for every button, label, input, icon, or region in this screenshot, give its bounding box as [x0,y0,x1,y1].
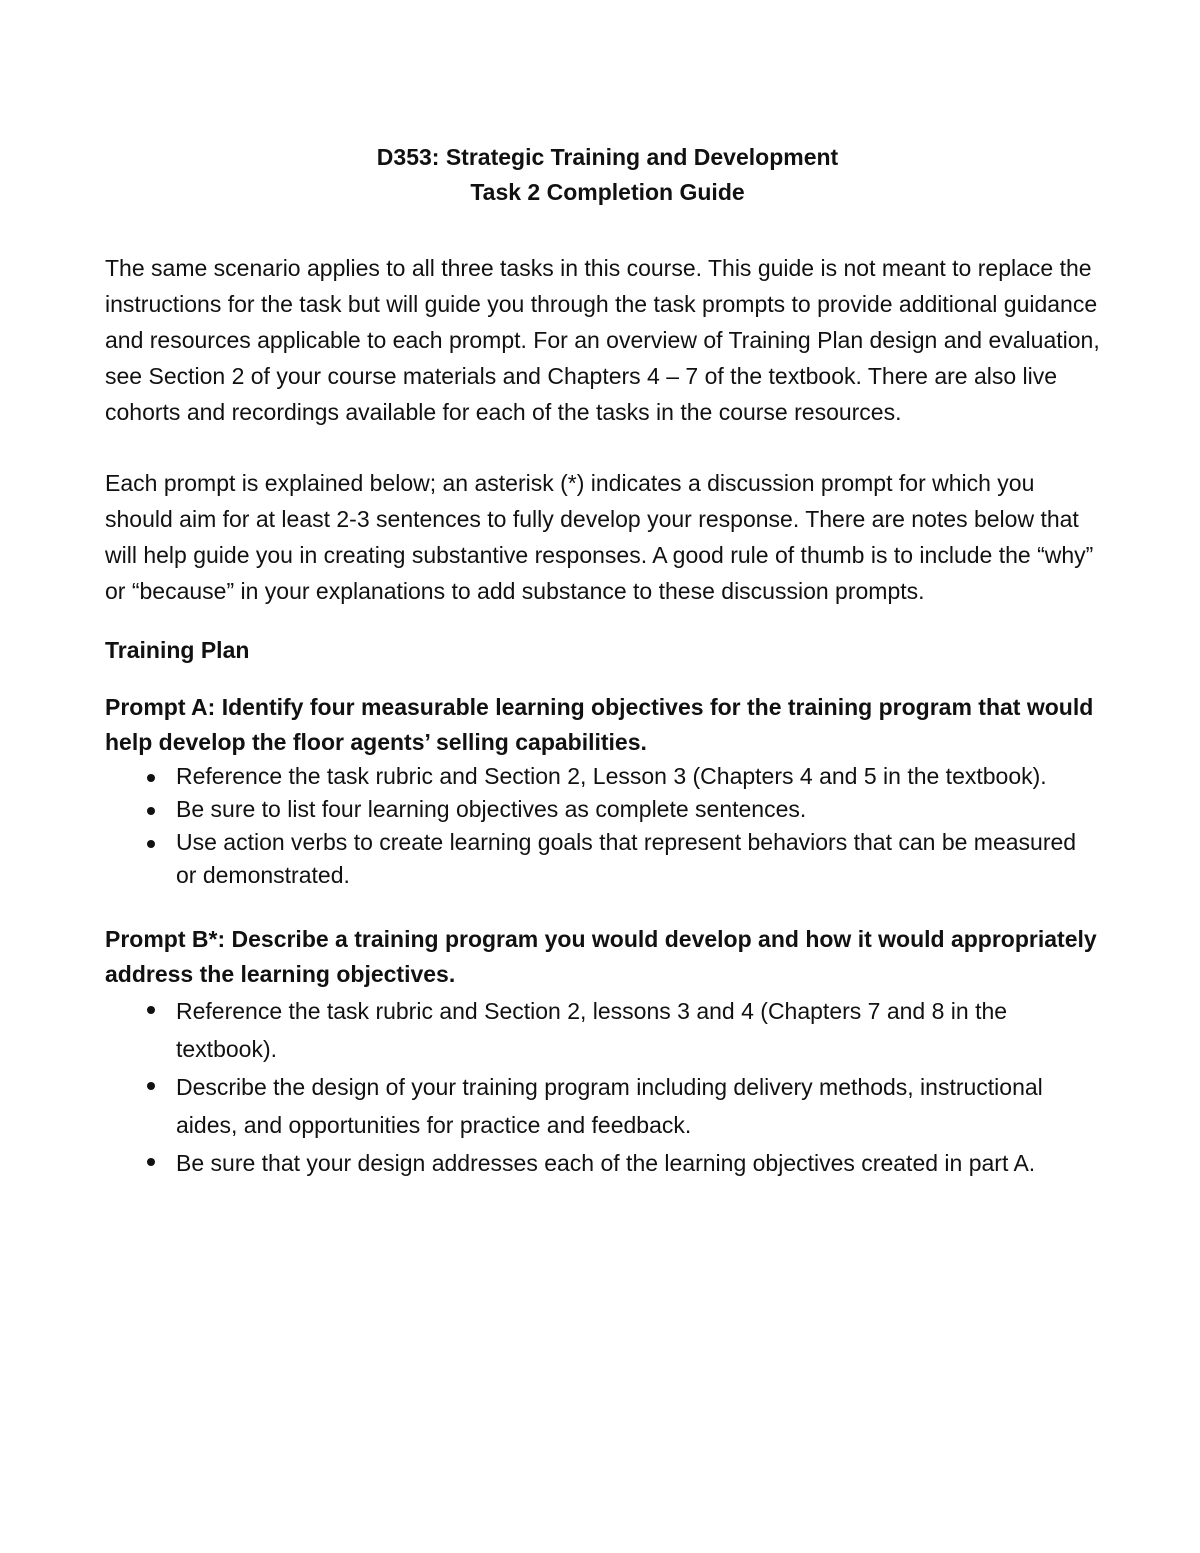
prompt-b-heading: Prompt B*: Describe a training program you would develop and how it would appropriately address the learning objectives. [105,926,1097,987]
intro-paragraph: The same scenario applies to all three tasks in this course. This guide is not meant to replace the instructions for the task but will guide you through the task prompts to provide additional guidance and resources applicable to each prompt. For an overview of Training Plan design and evaluation, see Section 2 of your course materials and Chapters 4 – 7 of the textbook. There are also live cohorts and recordings available for each of the tasks in the course resources. [105,255,1100,425]
list-item: Reference the task rubric and Section 2, lessons 3 and 4 (Chapters 7 and 8 in the textbook). [105,992,1100,1068]
spacer [105,892,1100,922]
section-heading-training-plan: Training Plan [105,637,250,663]
list-item: Be sure to list four learning objectives as complete sentences. [105,793,1100,826]
document-title-block [115,140,1100,210]
list-item: Be sure that your design addresses each of the learning objectives created in part A. [105,1144,1100,1182]
prompt-a-heading: Prompt A: Identify four measurable learning objectives for the training program that would help develop the floor agents’ selling capabilities. [105,694,1094,755]
instructions-paragraph: Each prompt is explained below; an asterisk (*) indicates a discussion prompt for which you should aim for at least 2-3 sentences to fully develop your response. There are notes below that will help guide you in creating substantive responses. A good rule of thumb is to include the “why” or “because” in your explanations to add substance to these discussion prompts. [105,470,1094,604]
prompt-b-bullet-list [105,992,1100,1182]
list-item: Reference the task rubric and Section 2, Lesson 3 (Chapters 4 and 5 in the textbook). [105,760,1100,793]
course-title: D353: Strategic Training and Development [376,144,839,170]
document-page [105,140,1100,1182]
list-item: Describe the design of your training program including delivery methods, instructional aides, and opportunities for practice and feedback. [105,1068,1100,1144]
list-item: Use action verbs to create learning goals that represent behaviors that can be measured or demonstrated. [105,826,1100,892]
guide-title: Task 2 Completion Guide [470,179,745,205]
prompt-a-bullet-list [105,760,1100,892]
